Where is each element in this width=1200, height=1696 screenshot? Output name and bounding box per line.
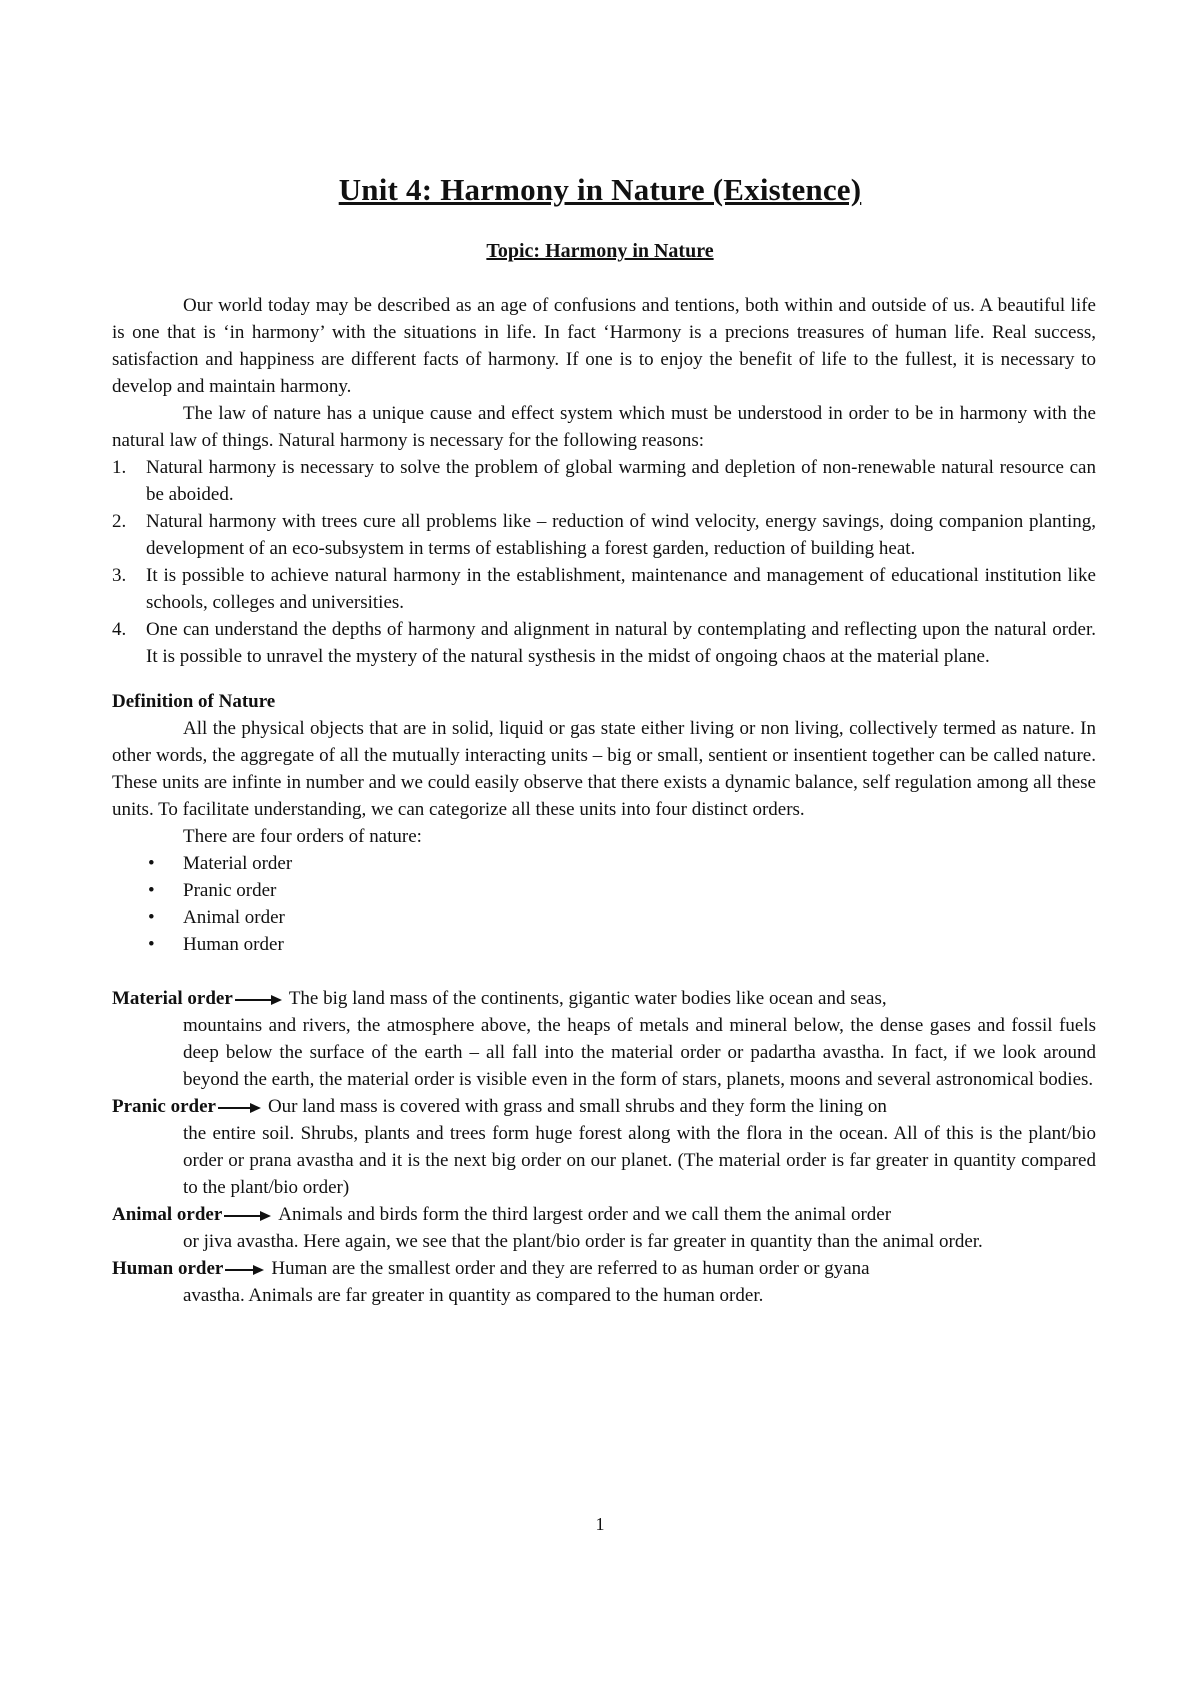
topic-heading: Topic: Harmony in Nature — [486, 240, 714, 262]
order-term: Material order — [112, 988, 233, 1009]
page-number: 1 — [595, 1514, 605, 1534]
order-description: the entire soil. Shrubs, plants and trees form huge forest along with the flora in the ocean. All of this is the plant/bio order or prana avastha and it is the next big order on our planet. (The material order is far greater in quantity compared to the plant/bio order) — [183, 1123, 1096, 1198]
order-term: Human order — [112, 1258, 224, 1279]
list-item — [112, 562, 1096, 616]
order-description: or jiva avastha. Here again, we see that the plant/bio order is far greater in quantity than the animal order. — [183, 1231, 983, 1252]
right-arrow-icon — [235, 994, 283, 1006]
material-order-entry — [112, 985, 1096, 1093]
list-number: 2. — [112, 511, 127, 532]
intro-paragraph: Our world today may be described as an age of confusions and tentions, both within and outside of us. A beautiful life is one that is ‘in harmony’ with the situations in life. In fact ‘Harmony is a precions treasures of human life. Real success, satisfaction and happiness are different facts of harmony. If one is to enjoy the benefit of life to the fullest, it is necessary to develop and maintain harmony. — [112, 295, 1096, 397]
orders-intro: There are four orders of nature: — [183, 826, 422, 847]
order-first-line: The big land mass of the continents, gigantic water bodies like ocean and seas, — [288, 988, 887, 1009]
document-body — [112, 292, 1096, 1309]
list-number: 3. — [112, 565, 127, 586]
list-number: 1. — [112, 457, 127, 478]
list-item — [112, 508, 1096, 562]
order-first-line: Animals and birds form the third largest order and we call them the animal order — [278, 1204, 892, 1225]
animal-order-entry — [112, 1201, 1096, 1255]
list-item-text: Natural harmony with trees cure all problems like – reduction of wind velocity, energy savings, doing companion planting, development of an eco-subsystem in terms of establishing a forest garden, reduction of building heat. — [146, 511, 1096, 559]
page-title: Unit 4: Harmony in Nature (Existence) — [338, 172, 862, 207]
intro-paragraph: The law of nature has a unique cause and effect system which must be understood in order to be in harmony with the natural law of things. Natural harmony is necessary for the following reasons: — [112, 403, 1096, 451]
order-description: mountains and rivers, the atmosphere above, the heaps of metals and mineral below, the dense gases and fossil fuels deep below the surface of the earth – all fall into the material order or padartha avastha. In fact, if we look around beyond the earth, the material order is visible even in the form of stars, planets, moons and several astronomical bodies. — [183, 1015, 1096, 1090]
human-order-entry — [112, 1255, 1096, 1309]
order-first-line: Our land mass is covered with grass and small shrubs and they form the lining on — [267, 1096, 887, 1117]
orders-list — [112, 850, 1096, 958]
list-item: • Material order — [112, 850, 1096, 877]
list-item — [112, 616, 1096, 670]
list-item-text: Natural harmony is necessary to solve the problem of global warming and depletion of non-renewable natural resource can be aboided. — [146, 457, 1096, 505]
list-item: • Pranic order — [112, 877, 1096, 904]
list-item — [112, 454, 1096, 508]
right-arrow-icon — [225, 1264, 265, 1276]
order-first-line: Human are the smallest order and they are referred to as human order or gyana — [271, 1258, 870, 1279]
list-item-text: It is possible to achieve natural harmony in the establishment, maintenance and management of educational institution like schools, colleges and universities. — [146, 565, 1096, 613]
right-arrow-icon — [224, 1210, 272, 1222]
list-item-text: One can understand the depths of harmony and alignment in natural by contemplating and reflecting upon the natural order. It is possible to unravel the mystery of the natural systhesis in the midst of ongoing chaos at the material plane. — [146, 619, 1096, 667]
right-arrow-icon — [218, 1102, 262, 1114]
definition-heading: Definition of Nature — [112, 691, 276, 712]
definition-paragraph: All the physical objects that are in solid, liquid or gas state either living or non living, collectively termed as nature. In other words, the aggregate of all the mutually interacting units – big or small, sentient or insentient together can be called nature. These units are infinte in number and we could easily observe that there exists a dynamic balance, self regulation among all these units. To facilitate understanding, we can categorize all these units into four distinct orders. — [112, 718, 1096, 820]
order-term: Pranic order — [112, 1096, 216, 1117]
list-number: 4. — [112, 619, 127, 640]
list-item: • Human order — [112, 931, 1096, 958]
list-item: • Animal order — [112, 904, 1096, 931]
order-term: Animal order — [112, 1204, 223, 1225]
pranic-order-entry — [112, 1093, 1096, 1201]
order-description: avastha. Animals are far greater in quantity as compared to the human order. — [183, 1285, 764, 1306]
reasons-list — [112, 454, 1096, 670]
